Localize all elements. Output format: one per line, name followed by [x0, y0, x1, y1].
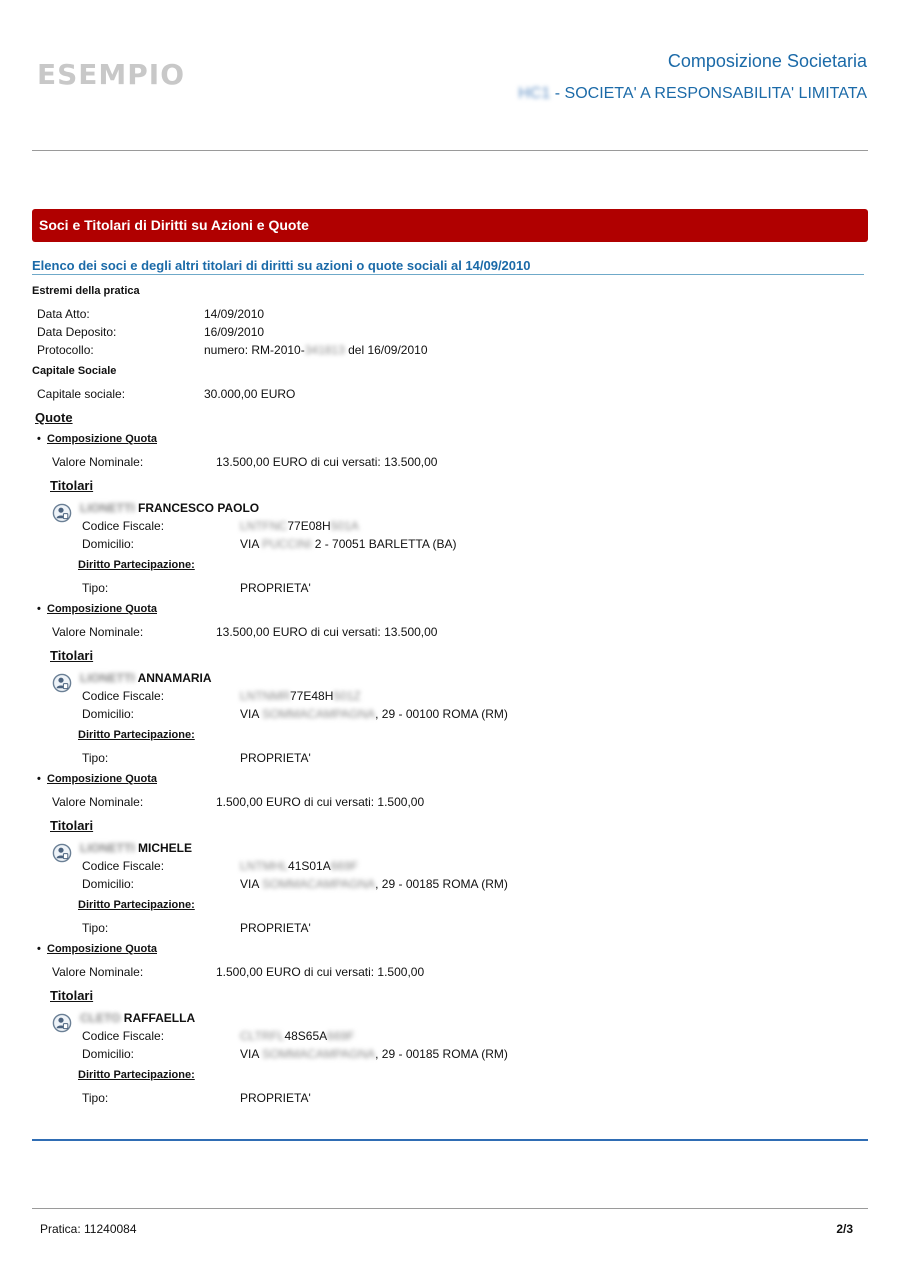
valore-nominale-value: 1.500,00 EURO di cui versati: 1.500,00 [216, 795, 425, 809]
tipo-label: Tipo: [82, 1091, 109, 1105]
tipo-label: Tipo: [82, 921, 109, 935]
section-banner [32, 209, 868, 242]
content-end-rule [32, 1139, 868, 1141]
tipo-value: PROPRIETA' [240, 1091, 311, 1105]
capitale-value: 30.000,00 EURO [204, 387, 296, 401]
capitale-heading: Capitale Sociale [32, 365, 117, 377]
document-title: Composizione Societaria [667, 51, 867, 71]
diritto-partecipazione-heading: Diritto Partecipazione: [78, 559, 195, 571]
codice-fiscale-label: Codice Fiscale: [82, 1029, 165, 1043]
protocollo-label: Protocollo: [37, 343, 94, 357]
holder-first-name: MICHELE [138, 841, 193, 855]
tipo-value: PROPRIETA' [240, 581, 311, 595]
holder-person-icon [52, 503, 72, 523]
codice-fiscale-value [240, 859, 358, 873]
holder-first-name: FRANCESCO PAOLO [138, 501, 260, 515]
holder-name [80, 841, 192, 855]
cf-redacted-suffix: 669F [330, 859, 359, 873]
domicilio-rest: , 29 - 00185 ROMA (RM) [375, 877, 508, 891]
cf-redacted-suffix: 669F [327, 1029, 355, 1043]
domicilio-label: Domicilio: [82, 537, 135, 551]
protocollo-suffix: del 16/09/2010 [344, 343, 428, 357]
tipo-value: PROPRIETA' [240, 751, 311, 765]
document-subtitle [518, 85, 867, 103]
holder-person-icon [52, 843, 72, 863]
cf-redacted-suffix: 501A [330, 519, 359, 533]
cf-redacted-suffix: 501Z [333, 689, 361, 703]
codice-fiscale-label: Codice Fiscale: [82, 519, 165, 533]
tipo-label: Tipo: [82, 751, 109, 765]
domicilio-value [240, 707, 508, 721]
cf-visible-part: 41S01A [288, 859, 331, 873]
section-title: Elenco dei soci e degli altri titolari di diritti su azioni o quote sociali al 14/09/2010 [32, 258, 531, 273]
data-deposito-label: Data Deposito: [37, 325, 117, 339]
valore-nominale-label: Valore Nominale: [52, 455, 144, 469]
holder-surname-redacted: LIONETTI [80, 671, 135, 685]
tipo-value: PROPRIETA' [240, 921, 311, 935]
cf-redacted-prefix: LNTNMR [240, 689, 290, 703]
domicilio-street-redacted: SOMMACAMPAGNA [262, 877, 376, 891]
domicilio-value [240, 1047, 508, 1061]
codice-fiscale-value [240, 1029, 355, 1043]
watermark: ESEMPIO [37, 58, 186, 91]
holder-person-icon [52, 1013, 72, 1033]
domicilio-prefix: VIA [240, 537, 263, 551]
data-atto-label: Data Atto: [37, 307, 90, 321]
cf-redacted-prefix: LNTMHL [240, 859, 289, 873]
holder-first-name: ANNAMARIA [137, 671, 212, 685]
codice-fiscale-value [240, 689, 361, 703]
holder-surname-redacted: LIONETTI [80, 841, 135, 855]
domicilio-rest: , 29 - 00100 ROMA (RM) [375, 707, 508, 721]
footer-pratica: Pratica: 11240084 [40, 1222, 137, 1236]
data-deposito-value: 16/09/2010 [204, 325, 265, 339]
cf-redacted-prefix: LNTFNC [240, 519, 288, 533]
domicilio-prefix: VIA [240, 1047, 263, 1061]
holder-name [80, 501, 259, 515]
holder-surname-redacted: CLETO [80, 1011, 121, 1025]
domicilio-street-redacted: PUCCINI [262, 537, 312, 551]
domicilio-street-redacted: SOMMACAMPAGNA [262, 1047, 376, 1061]
holder-name [80, 671, 212, 685]
domicilio-prefix: VIA [240, 707, 263, 721]
composizione-quota-heading: Composizione Quota [47, 773, 157, 785]
domicilio-prefix: VIA [240, 877, 263, 891]
valore-nominale-label: Valore Nominale: [52, 795, 144, 809]
composizione-quota-heading: Composizione Quota [47, 603, 157, 615]
domicilio-rest: , 29 - 00185 ROMA (RM) [375, 1047, 508, 1061]
valore-nominale-label: Valore Nominale: [52, 625, 144, 639]
codice-fiscale-label: Codice Fiscale: [82, 689, 165, 703]
holder-name [80, 1011, 195, 1025]
cf-visible-part: 77E08H [287, 519, 331, 533]
holder-surname-redacted: LIONETTI [80, 501, 135, 515]
titolari-heading: Titolari [50, 818, 94, 833]
footer-page-number: 2/3 [836, 1222, 853, 1236]
cf-redacted-prefix: CLTRFL [240, 1029, 285, 1043]
footer-divider [32, 1208, 868, 1209]
cf-visible-part: 48S65A [284, 1029, 328, 1043]
quote-heading: Quote [35, 410, 73, 425]
protocollo-redacted: 341813 [304, 343, 345, 357]
subtitle-text: - SOCIETA' A RESPONSABILITA' LIMITATA [550, 85, 867, 102]
domicilio-rest: 2 - 70051 BARLETTA (BA) [311, 537, 457, 551]
diritto-partecipazione-heading: Diritto Partecipazione: [78, 1069, 195, 1081]
titolari-heading: Titolari [50, 648, 94, 663]
composizione-quota-heading: Composizione Quota [47, 433, 157, 445]
valore-nominale-value: 1.500,00 EURO di cui versati: 1.500,00 [216, 965, 425, 979]
pratica-heading: Estremi della pratica [32, 285, 140, 297]
domicilio-label: Domicilio: [82, 1047, 135, 1061]
domicilio-value [240, 877, 508, 891]
holder-person-icon [52, 673, 72, 693]
holder-first-name: RAFFAELLA [123, 1011, 196, 1025]
diritto-partecipazione-heading: Diritto Partecipazione: [78, 899, 195, 911]
header-divider [32, 150, 868, 151]
domicilio-label: Domicilio: [82, 877, 135, 891]
tipo-label: Tipo: [82, 581, 109, 595]
cf-visible-part: 77E48H [290, 689, 334, 703]
quota-bullet: • [37, 603, 41, 615]
domicilio-value [240, 537, 457, 551]
subtitle-code-redacted: HC1 [518, 85, 551, 102]
valore-nominale-value: 13.500,00 EURO di cui versati: 13.500,00 [216, 625, 438, 639]
domicilio-label: Domicilio: [82, 707, 135, 721]
valore-nominale-label: Valore Nominale: [52, 965, 144, 979]
titolari-heading: Titolari [50, 988, 94, 1003]
titolari-heading: Titolari [50, 478, 94, 493]
diritto-partecipazione-heading: Diritto Partecipazione: [78, 729, 195, 741]
protocollo-value [204, 343, 428, 357]
protocollo-prefix: numero: RM-2010- [204, 343, 305, 357]
codice-fiscale-label: Codice Fiscale: [82, 859, 165, 873]
domicilio-street-redacted: SOMMACAMPAGNA [262, 707, 376, 721]
quota-bullet: • [37, 943, 41, 955]
valore-nominale-value: 13.500,00 EURO di cui versati: 13.500,00 [216, 455, 438, 469]
banner-title: Soci e Titolari di Diritti su Azioni e Quote [39, 217, 309, 233]
composizione-quota-heading: Composizione Quota [47, 943, 157, 955]
codice-fiscale-value [240, 519, 359, 533]
section-title-underline [32, 274, 864, 275]
capitale-label: Capitale sociale: [37, 387, 126, 401]
quota-bullet: • [37, 773, 41, 785]
quota-bullet: • [37, 433, 41, 445]
data-atto-value: 14/09/2010 [204, 307, 265, 321]
